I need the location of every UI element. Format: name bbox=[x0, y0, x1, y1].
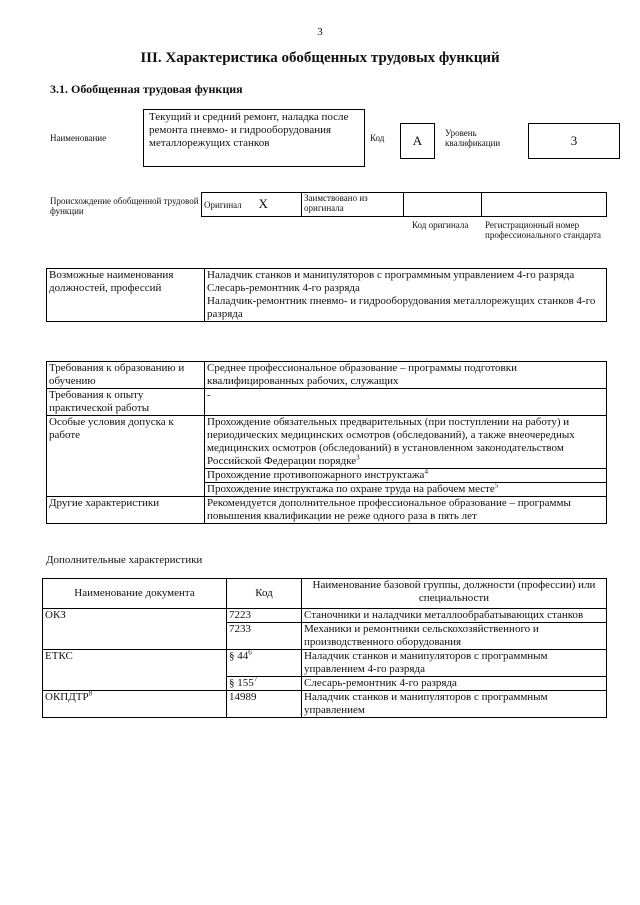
condition-item bbox=[205, 483, 607, 497]
col-header-code: Код bbox=[227, 579, 302, 609]
borrowed-label: Заимствовано из оригинала bbox=[302, 193, 404, 217]
doc-name: ОКПДТР bbox=[45, 691, 89, 703]
education-label: Требования к образованию и обучению bbox=[47, 362, 205, 389]
level-label: Уровень квалификации bbox=[445, 128, 501, 149]
origin-table bbox=[201, 192, 607, 217]
experience-label: Требования к опыту практической работы bbox=[47, 389, 205, 416]
other-value: Рекомендуется дополнительное профессиональное образование – программы повышения квалификации не реже одного раза в пять лет bbox=[205, 497, 607, 524]
footnote-ref: 5 bbox=[494, 481, 499, 490]
reg-number-label: Регистрационный номер профессионального стандарта bbox=[485, 220, 602, 241]
footnote-ref: 4 bbox=[424, 467, 428, 476]
conditions-label: Особые условия допуска к работе bbox=[47, 416, 205, 497]
group-name-cell: Станочники и наладчики металлообрабатывающих станков bbox=[302, 609, 607, 623]
position-item: Наладчик станков и манипуляторов с программным управлением 4-го разряда bbox=[207, 269, 575, 281]
code-value-box: А bbox=[400, 123, 435, 159]
doc-name: ОКЗ bbox=[45, 609, 66, 621]
subsection-title: 3.1. Обобщенная трудовая функция bbox=[50, 82, 243, 96]
condition-text: Прохождение противопожарного инструктажа bbox=[207, 469, 425, 481]
code-original-label: Код оригинала bbox=[412, 220, 469, 230]
name-label: Наименование bbox=[50, 133, 107, 143]
reg-number-cell bbox=[482, 193, 607, 217]
code-text: § 44 bbox=[229, 650, 249, 662]
col-header-name: Наименование базовой группы, должности (профессии) или специальности bbox=[302, 579, 607, 609]
footnote-ref: 8 bbox=[88, 689, 93, 698]
code-original-cell bbox=[404, 193, 482, 217]
gtf-name-box: Текущий и средний ремонт, наладка после ремонта пневмо- и гидрооборудования металлорежущих станков bbox=[143, 109, 365, 167]
positions-list bbox=[205, 269, 607, 322]
additional-title: Дополнительные характеристики bbox=[46, 554, 203, 566]
code-cell bbox=[227, 677, 302, 691]
doc-cell bbox=[43, 691, 227, 718]
code-cell bbox=[227, 650, 302, 677]
section-title: III. Характеристика обобщенных трудовых функций bbox=[140, 50, 500, 66]
page-number: 3 bbox=[317, 26, 323, 38]
other-label: Другие характеристики bbox=[47, 497, 205, 524]
position-item: Слесарь-ремонтник 4-го разряда bbox=[207, 282, 360, 294]
code-cell: 7233 bbox=[227, 623, 302, 650]
group-name-cell: Слесарь-ремонтник 4-го разряда bbox=[302, 677, 607, 691]
group-name-cell: Наладчик станков и манипуляторов с программным управлением bbox=[302, 691, 607, 718]
doc-cell bbox=[43, 650, 227, 691]
requirements-table bbox=[46, 361, 607, 524]
footnote-ref: 7 bbox=[253, 675, 258, 684]
footnote-ref: 3 bbox=[356, 453, 360, 462]
origin-label: Происхождение обобщенной трудовой функции bbox=[50, 196, 199, 217]
origin-original-cell bbox=[202, 193, 302, 217]
code-text: § 155 bbox=[229, 677, 254, 689]
positions-label: Возможные наименования должностей, профессий bbox=[47, 269, 205, 322]
code-label: Код bbox=[370, 133, 385, 143]
original-mark: X bbox=[258, 196, 268, 211]
condition-text: Прохождение инструктажа по охране труда на рабочем месте bbox=[207, 483, 495, 495]
footnote-ref: 6 bbox=[248, 648, 252, 657]
condition-item bbox=[205, 416, 607, 469]
additional-table bbox=[42, 578, 607, 718]
doc-name: ЕТКС bbox=[45, 650, 73, 662]
code-cell: 14989 bbox=[227, 691, 302, 718]
education-value: Среднее профессиональное образование – программы подготовки квалифицированных рабочих, служащих bbox=[205, 362, 607, 389]
experience-value: - bbox=[205, 389, 607, 416]
doc-cell bbox=[43, 609, 227, 650]
positions-table bbox=[46, 268, 607, 322]
code-cell: 7223 bbox=[227, 609, 302, 623]
group-name-cell: Наладчик станков и манипуляторов с программным управлением 4-го разряда bbox=[302, 650, 607, 677]
level-value-box: 3 bbox=[528, 123, 620, 159]
group-name-cell: Механики и ремонтники сельскохозяйственного и производственного оборудования bbox=[302, 623, 607, 650]
col-header-doc: Наименование документа bbox=[43, 579, 227, 609]
condition-text: Прохождение обязательных предварительных (при поступлении на работу) и периодических медицинских осмотров (обследований), а также внеочередных медицинских осмотров (обследований) в установленном законодательством Российской Федерации порядке bbox=[207, 416, 575, 467]
original-label: Оригинал bbox=[204, 200, 242, 210]
position-item: Наладчик-ремонтник пневмо- и гидрооборудования металлорежущих станков 4-го разряда bbox=[207, 295, 596, 320]
condition-item bbox=[205, 469, 607, 483]
